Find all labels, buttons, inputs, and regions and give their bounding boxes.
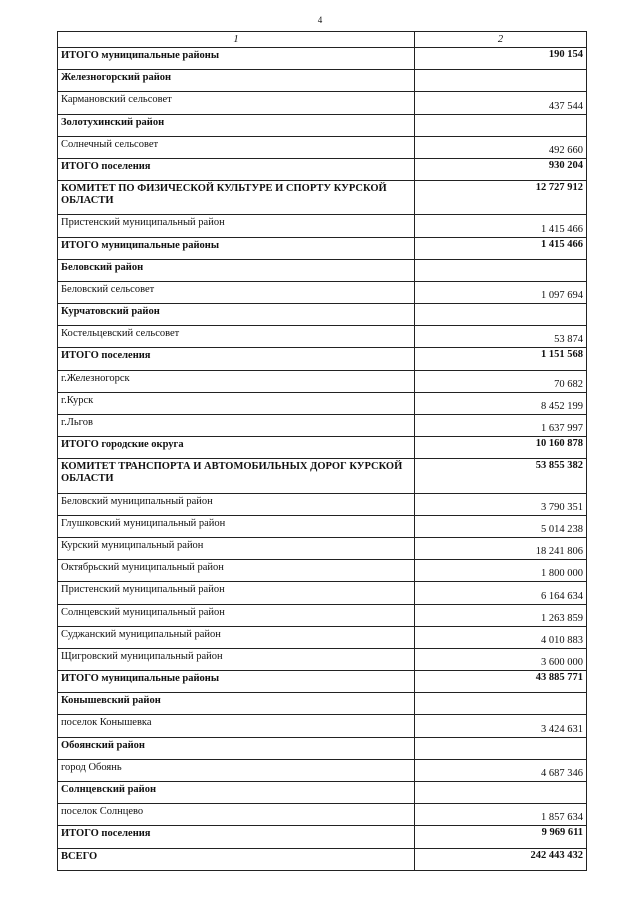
- row-name-cell: Золотухинский район: [58, 114, 415, 136]
- row-value-cell: 1 415 466: [415, 237, 587, 259]
- column-header-2: 2: [415, 32, 587, 48]
- table-row-total: [58, 114, 587, 136]
- row-value-cell: 10 160 878: [415, 437, 587, 459]
- table-row-total: [58, 348, 587, 370]
- row-name-cell: КОМИТЕТ ПО ФИЗИЧЕСКОЙ КУЛЬТУРЕ И СПОРТУ КУРСКОЙ ОБЛАСТИ: [58, 181, 415, 215]
- row-value-cell: 53 874: [415, 326, 587, 348]
- table-row-total: [58, 737, 587, 759]
- table-row: [58, 326, 587, 348]
- row-name-cell: ИТОГО поселения: [58, 158, 415, 180]
- row-name-cell: Костельцевский сельсовет: [58, 326, 415, 348]
- row-name-cell: город Обоянь: [58, 759, 415, 781]
- row-value-cell: 3 790 351: [415, 493, 587, 515]
- row-value-cell: [415, 70, 587, 92]
- table-row: [58, 515, 587, 537]
- row-name-cell: Конышевский район: [58, 693, 415, 715]
- row-name-cell: Пристенский муниципальный район: [58, 582, 415, 604]
- row-name-cell: Кармановский сельсовет: [58, 92, 415, 114]
- row-name-cell: Железногорский район: [58, 70, 415, 92]
- row-value-cell: 3 424 631: [415, 715, 587, 737]
- table-row-total: [58, 48, 587, 70]
- row-value-cell: [415, 304, 587, 326]
- row-name-cell: ВСЕГО: [58, 848, 415, 870]
- row-name-cell: г.Льгов: [58, 415, 415, 437]
- table-row-total: [58, 158, 587, 180]
- row-name-cell: Солнцевский район: [58, 782, 415, 804]
- row-name-cell: ИТОГО муниципальные районы: [58, 48, 415, 70]
- row-value-cell: 930 204: [415, 158, 587, 180]
- table-row-total: [58, 693, 587, 715]
- row-value-cell: 1 857 634: [415, 804, 587, 826]
- row-value-cell: 70 682: [415, 370, 587, 392]
- table-row-total: [58, 848, 587, 870]
- row-name-cell: КОМИТЕТ ТРАНСПОРТА И АВТОМОБИЛЬНЫХ ДОРОГ КУРСКОЙ ОБЛАСТИ: [58, 459, 415, 493]
- row-name-cell: Глушковский муниципальный район: [58, 515, 415, 537]
- table-row: [58, 804, 587, 826]
- table-row-total: [58, 259, 587, 281]
- table-header-row: [58, 32, 587, 48]
- row-name-cell: Октябрьский муниципальный район: [58, 560, 415, 582]
- row-name-cell: Курский муниципальный район: [58, 537, 415, 559]
- row-value-cell: 43 885 771: [415, 671, 587, 693]
- row-value-cell: 1 263 859: [415, 604, 587, 626]
- row-value-cell: 18 241 806: [415, 537, 587, 559]
- row-value-cell: 1 151 568: [415, 348, 587, 370]
- table-row-total: [58, 826, 587, 848]
- row-value-cell: 437 544: [415, 92, 587, 114]
- table-row-total: [58, 237, 587, 259]
- row-name-cell: Щигровский муниципальный район: [58, 648, 415, 670]
- table-row-total: [58, 437, 587, 459]
- row-value-cell: 492 660: [415, 136, 587, 158]
- table-row: [58, 215, 587, 237]
- row-value-cell: [415, 693, 587, 715]
- table-row: [58, 582, 587, 604]
- row-value-cell: 242 443 432: [415, 848, 587, 870]
- row-name-cell: ИТОГО муниципальные районы: [58, 237, 415, 259]
- row-value-cell: 1 637 997: [415, 415, 587, 437]
- row-value-cell: 8 452 199: [415, 392, 587, 414]
- row-value-cell: [415, 782, 587, 804]
- row-value-cell: 53 855 382: [415, 459, 587, 493]
- table-row-total: [58, 459, 587, 493]
- row-name-cell: Беловский муниципальный район: [58, 493, 415, 515]
- row-name-cell: Солнечный сельсовет: [58, 136, 415, 158]
- table-row: [58, 604, 587, 626]
- table-row: [58, 537, 587, 559]
- table-row: [58, 415, 587, 437]
- row-name-cell: Пристенский муниципальный район: [58, 215, 415, 237]
- table-row: [58, 493, 587, 515]
- column-header-1: 1: [58, 32, 415, 48]
- row-value-cell: 1 097 694: [415, 281, 587, 303]
- table-row: [58, 626, 587, 648]
- table-row: [58, 136, 587, 158]
- row-name-cell: Курчатовский район: [58, 304, 415, 326]
- table-row: [58, 92, 587, 114]
- budget-table: [57, 31, 587, 871]
- table-row: [58, 759, 587, 781]
- table-row: [58, 560, 587, 582]
- table-row: [58, 715, 587, 737]
- row-value-cell: 1 415 466: [415, 215, 587, 237]
- row-name-cell: Обоянский район: [58, 737, 415, 759]
- table-row-total: [58, 181, 587, 215]
- row-value-cell: 4 010 883: [415, 626, 587, 648]
- table-row-total: [58, 304, 587, 326]
- table-row-total: [58, 70, 587, 92]
- row-name-cell: Суджанский муниципальный район: [58, 626, 415, 648]
- row-name-cell: Беловский сельсовет: [58, 281, 415, 303]
- row-value-cell: 12 727 912: [415, 181, 587, 215]
- row-value-cell: 4 687 346: [415, 759, 587, 781]
- row-name-cell: Беловский район: [58, 259, 415, 281]
- table-row: [58, 392, 587, 414]
- row-name-cell: поселок Солнцево: [58, 804, 415, 826]
- row-name-cell: ИТОГО городские округа: [58, 437, 415, 459]
- table-row-total: [58, 671, 587, 693]
- table-row-total: [58, 782, 587, 804]
- row-value-cell: [415, 737, 587, 759]
- row-value-cell: 5 014 238: [415, 515, 587, 537]
- row-name-cell: г.Курск: [58, 392, 415, 414]
- row-value-cell: [415, 114, 587, 136]
- row-value-cell: 3 600 000: [415, 648, 587, 670]
- row-value-cell: 6 164 634: [415, 582, 587, 604]
- table-row: [58, 648, 587, 670]
- row-name-cell: ИТОГО муниципальные районы: [58, 671, 415, 693]
- row-name-cell: ИТОГО поселения: [58, 348, 415, 370]
- row-name-cell: Солнцевский муниципальный район: [58, 604, 415, 626]
- row-value-cell: 190 154: [415, 48, 587, 70]
- row-value-cell: 1 800 000: [415, 560, 587, 582]
- row-name-cell: г.Железногорск: [58, 370, 415, 392]
- row-name-cell: поселок Конышевка: [58, 715, 415, 737]
- table-row: [58, 370, 587, 392]
- row-value-cell: 9 969 611: [415, 826, 587, 848]
- page-number: 4: [317, 15, 323, 25]
- table-row: [58, 281, 587, 303]
- row-name-cell: ИТОГО поселения: [58, 826, 415, 848]
- row-value-cell: [415, 259, 587, 281]
